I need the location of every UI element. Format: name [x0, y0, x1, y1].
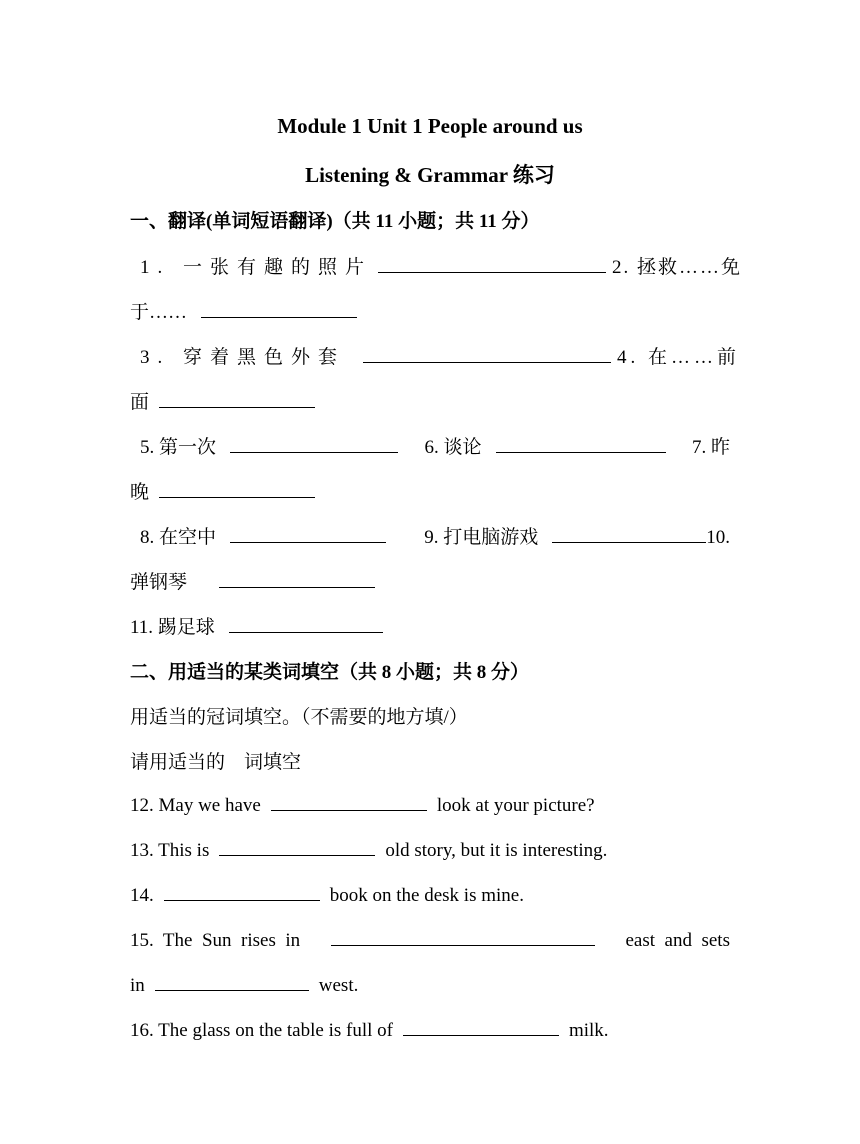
section-2-heading: 二、用适当的某类词填空（共 8 小题；共 8 分）: [130, 662, 530, 683]
question-4-text: 4. 在……前: [617, 347, 741, 368]
worksheet-title: Module 1 Unit 1 People around us: [277, 114, 583, 138]
row-q1-q2: [130, 252, 743, 279]
answer-blank-2[interactable]: [201, 299, 357, 318]
answer-blank-8[interactable]: [230, 524, 386, 543]
question-2-text: 2. 拯救……免: [612, 257, 743, 278]
question-5-text: 5. 第一次: [140, 437, 217, 458]
question-15-text-mid: east and sets: [625, 930, 730, 951]
question-15-text-cont: in: [130, 975, 145, 996]
answer-blank-4[interactable]: [159, 389, 315, 408]
question-7-text: 7. 昨: [691, 437, 730, 458]
question-13: [130, 837, 607, 862]
answer-blank-12[interactable]: [271, 792, 427, 811]
question-11: [130, 612, 389, 639]
question-6-text: 6. 谈论: [424, 437, 482, 458]
question-14-text: 14.: [130, 885, 154, 906]
question-16-text: 16. The glass on the table is full of: [130, 1020, 393, 1041]
question-5: [140, 432, 404, 459]
question-13-text: 13. This is: [130, 840, 210, 861]
question-10-cont: [130, 567, 381, 594]
question-15-text-end: west.: [318, 975, 359, 996]
question-4-text-cont: 面: [130, 392, 150, 413]
question-8: [140, 522, 392, 549]
question-2-text-cont: 于……: [130, 302, 188, 323]
answer-blank-3[interactable]: [363, 344, 611, 363]
section-2-sub-instruction: 请用适当的 词填空: [130, 752, 302, 773]
answer-blank-10[interactable]: [219, 569, 375, 588]
question-1: [140, 252, 612, 279]
question-10-text: 10.: [706, 527, 730, 548]
question-7-text-cont: 晚: [130, 482, 150, 503]
answer-blank-15b[interactable]: [155, 972, 309, 991]
question-1-text: 1. 一张有趣的照片: [140, 257, 373, 278]
answer-blank-6[interactable]: [496, 434, 666, 453]
question-9-text: 9. 打电脑游戏: [424, 527, 539, 548]
question-16-text-end: milk.: [568, 1020, 609, 1041]
question-14: [130, 882, 524, 907]
row-q3-q4: [130, 342, 741, 369]
row-q5-q7: [130, 432, 730, 459]
question-15-cont: [130, 972, 358, 997]
question-10-text-cont: 弹钢琴: [130, 572, 188, 593]
answer-blank-5[interactable]: [230, 434, 398, 453]
section-1-heading: 一、翻译(单词短语翻译)（共 11 小题；共 11 分）: [130, 211, 540, 232]
answer-blank-7[interactable]: [159, 479, 315, 498]
section-2-instruction: 用适当的冠词填空。（不需要的地方填/）: [130, 707, 468, 728]
question-12-text: 12. May we have: [130, 795, 261, 816]
question-12-text-end: look at your picture?: [436, 795, 595, 816]
question-6: [424, 432, 671, 459]
question-3-text: 3. 穿着黑色外套: [140, 347, 346, 368]
question-9: [424, 522, 730, 549]
question-12: [130, 792, 595, 817]
question-7-cont: [130, 477, 321, 504]
question-14-text-end: book on the desk is mine.: [329, 885, 524, 906]
question-3: [140, 342, 617, 369]
question-15: [130, 927, 730, 952]
question-2-cont: [130, 297, 363, 324]
worksheet-subtitle: Listening & Grammar 练习: [305, 163, 555, 187]
answer-blank-9[interactable]: [552, 524, 706, 543]
answer-blank-13[interactable]: [219, 837, 375, 856]
answer-blank-16[interactable]: [403, 1017, 559, 1036]
answer-blank-15a[interactable]: [331, 927, 595, 946]
answer-blank-14[interactable]: [164, 882, 320, 901]
question-15-text: 15. The Sun rises in: [130, 930, 301, 951]
question-8-text: 8. 在空中: [140, 527, 217, 548]
answer-blank-1[interactable]: [378, 254, 606, 273]
question-11-text: 11. 踢足球: [130, 617, 215, 638]
answer-blank-11[interactable]: [229, 614, 383, 633]
question-4-cont: [130, 387, 321, 414]
question-13-text-end: old story, but it is interesting.: [385, 840, 608, 861]
row-q8-q10: [130, 522, 730, 549]
question-16: [130, 1017, 609, 1042]
